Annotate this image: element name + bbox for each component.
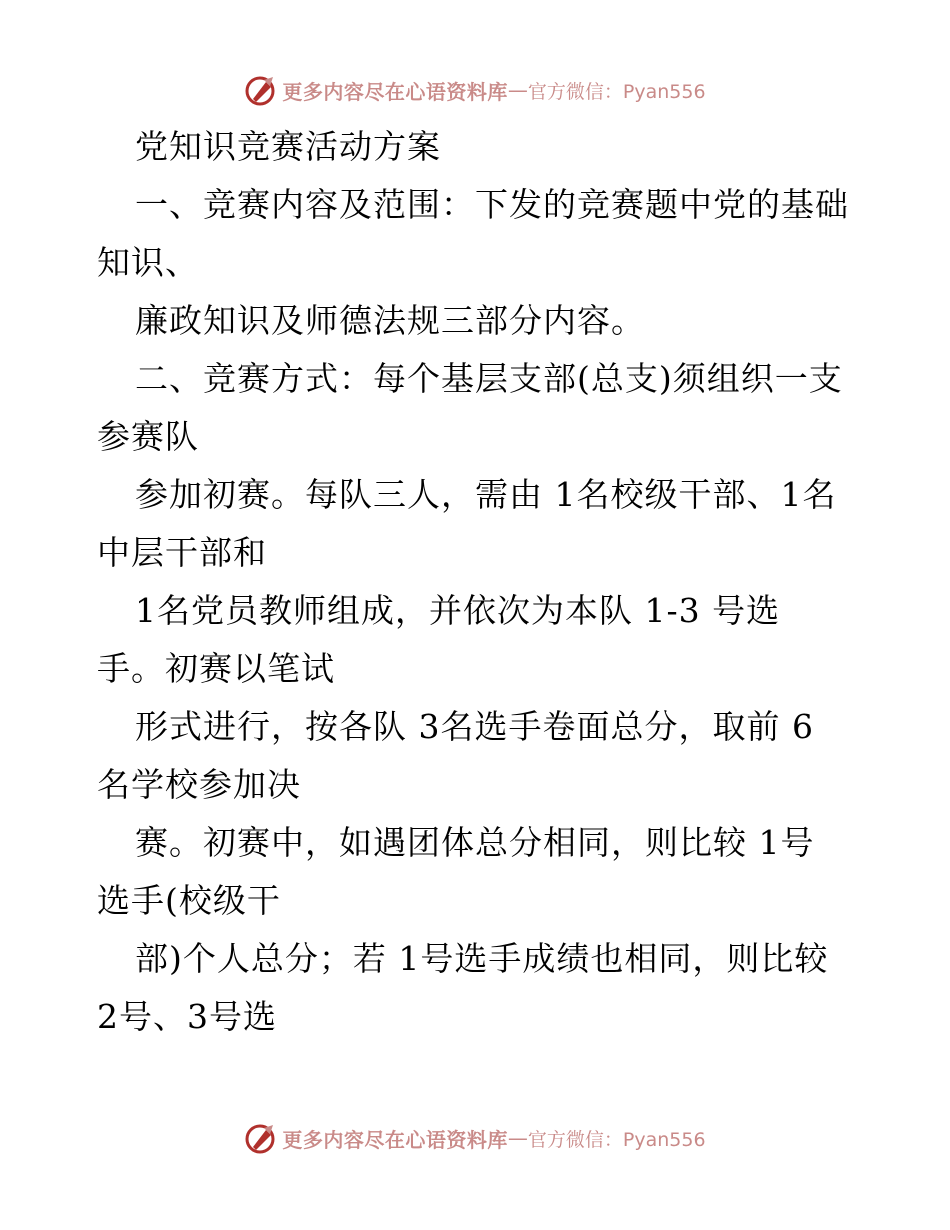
doc-line: 2号、3号选 [97, 997, 277, 1036]
doc-line: 一、竞赛内容及范围：下发的竞赛题中党的基础 [135, 185, 849, 224]
doc-line: 廉政知识及师德法规三部分内容。 [135, 301, 645, 340]
doc-line: 知识、 [97, 243, 199, 282]
banner-dash: — [507, 78, 528, 102]
doc-line: 1名党员教师组成，并依次为本队 1-3 号选 [135, 591, 781, 630]
header-banner [0, 70, 950, 110]
banner-dash: — [507, 1126, 528, 1150]
doc-line: 选手(校级干 [97, 881, 281, 920]
doc-line: 赛。初赛中，如遇团体总分相同，则比较 1号 [135, 823, 815, 862]
banner-title: 更多内容尽在心语资料库 [282, 79, 508, 104]
doc-line: 党知识竞赛活动方案 [135, 127, 441, 166]
doc-line: 参赛队 [97, 417, 199, 456]
pen-nib-circle-icon [244, 73, 278, 107]
doc-line: 形式进行，按各队 3名选手卷面总分，取前 6 [135, 707, 814, 746]
footer-banner [0, 1118, 950, 1158]
doc-line: 二、竞赛方式：每个基层支部(总支)须组织一支 [135, 359, 843, 398]
doc-line: 手。初赛以笔试 [97, 649, 335, 688]
banner-title: 更多内容尽在心语资料库 [282, 1127, 508, 1152]
document-body [97, 118, 857, 1046]
doc-line: 参加初赛。每队三人，需由 1名校级干部、1名 [135, 475, 837, 514]
doc-line: 名学校参加决 [97, 765, 301, 804]
banner-wechat: 官方微信：Pyan556 [527, 1128, 706, 1151]
pen-nib-circle-icon [244, 1121, 278, 1155]
doc-line: 部)个人总分；若 1号选手成绩也相同，则比较 [135, 939, 829, 978]
doc-line: 中层干部和 [97, 533, 267, 572]
banner-wechat: 官方微信：Pyan556 [527, 80, 706, 103]
